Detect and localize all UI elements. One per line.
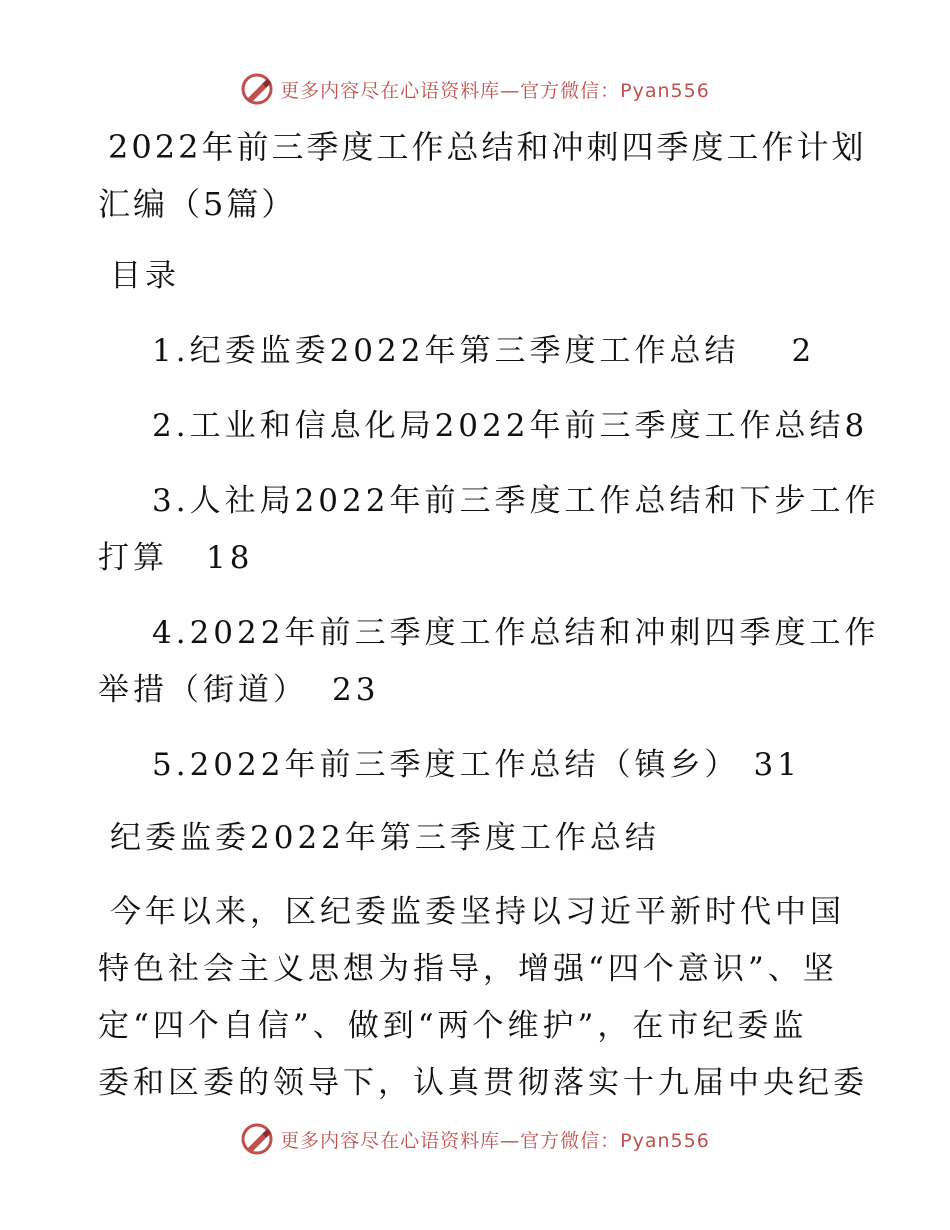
toc-item-label: 举措（街道） [98,672,308,708]
toc-item-1 [152,333,815,370]
toc-item-label: 5.2022年前三季度工作总结（镇乡） [152,747,740,783]
watermark-header [0,72,950,106]
body-line-1: 今年以来，区纪委监委坚持以习近平新时代中国 [110,894,845,930]
watermark-text: 更多内容尽在心语资料库—官方微信：Pyan556 [280,79,710,102]
toc-item-4-line-2 [98,672,379,709]
pen-logo-icon [240,72,274,106]
body-line-3: 定“四个自信”、做到“两个维护”，在市纪委监 [98,1008,808,1044]
watermark-text: 更多内容尽在心语资料库—官方微信：Pyan556 [280,1129,710,1152]
toc-item-3-line-2 [98,540,253,577]
toc-item-page: 23 [332,672,380,708]
toc-item-page: 2 [791,333,816,369]
toc-item-page: 8 [844,408,869,444]
body-line-2: 特色社会主义思想为指导，增强“四个意识”、坚 [98,951,838,987]
toc-item-label: 打算 [98,540,168,576]
pen-logo-icon [240,1122,274,1156]
toc-item-4-line-1: 4.2022年前三季度工作总结和冲刺四季度工作 [152,615,880,651]
toc-item-page: 31 [753,747,801,783]
body-line-4: 委和区委的领导下，认真贯彻落实十九届中央纪委 [98,1065,868,1101]
toc-heading: 目录 [110,258,180,294]
toc-item-3-line-1: 3.人社局2022年前三季度工作总结和下步工作 [152,483,880,519]
toc-item-5 [152,747,801,784]
toc-item-2 [152,408,868,445]
document-title-line-2: 汇编（5篇） [98,185,297,223]
toc-item-label: 1.纪委监委2022年第三季度工作总结 [152,333,740,369]
document-title-line-1: 2022年前三季度工作总结和冲刺四季度工作计划 [108,128,867,166]
toc-item-page: 18 [206,540,254,576]
section-heading: 纪委监委2022年第三季度工作总结 [110,820,660,856]
watermark-footer [0,1122,950,1156]
toc-item-label: 2.工业和信息化局2022年前三季度工作总结 [152,408,845,444]
